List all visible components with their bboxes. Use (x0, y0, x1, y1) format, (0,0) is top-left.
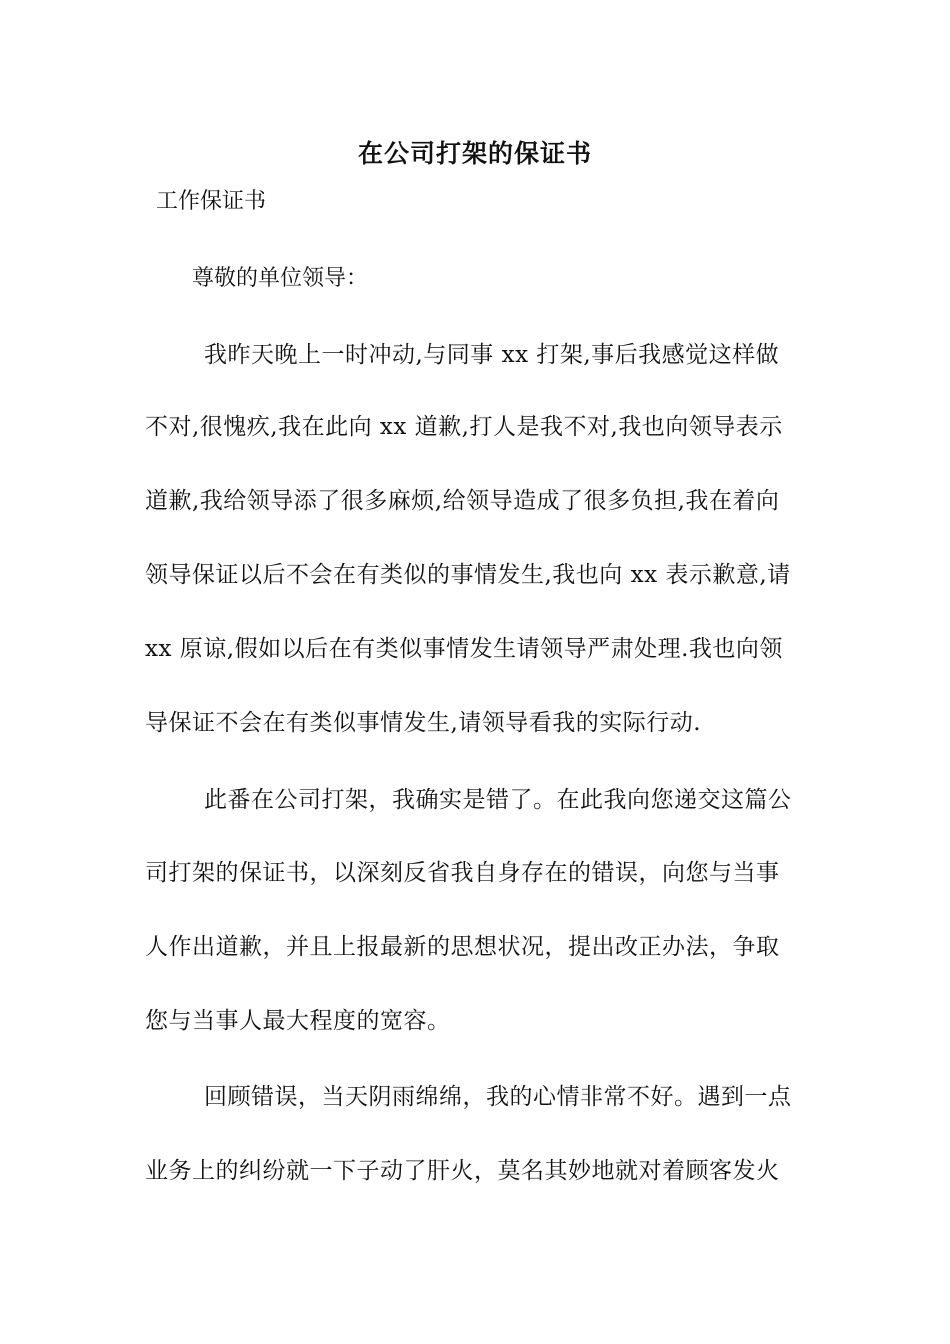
paragraph-1-line-1: 我昨天晚上一时冲动,与同事 xx 打架,事后我感觉这样做 (204, 342, 780, 368)
paragraph-1-line-4: 领导保证以后不会在有类似的事情发生,我也向 xx 表示歉意,请 (145, 562, 791, 588)
paragraph-3-line-1: 回顾错误，当天阴雨绵绵，我的心情非常不好。遇到一点 (204, 1084, 792, 1110)
paragraph-2-line-2: 司打架的保证书，以深刻反省我自身存在的错误，向您与当事 (145, 860, 780, 886)
paragraph-2-line-1: 此番在公司打架，我确实是错了。在此我向您递交这篇公 (204, 787, 792, 813)
paragraph-1-line-2: 不对,很愧疚,我在此向 xx 道歉,打人是我不对,我也向领导表示 (145, 414, 783, 440)
document-title: 在公司打架的保证书 (357, 139, 592, 168)
paragraph-1-line-5: xx 原谅,假如以后在有类似事情发生请领导严肃处理.我也向领 (145, 636, 783, 662)
salutation: 尊敬的单位领导： (192, 266, 369, 291)
paragraph-1-line-6: 导保证不会在有类似事情发生,请领导看我的实际行动. (145, 710, 702, 736)
paragraph-2-line-3: 人作出道歉，并且上报最新的思想状况，提出改正办法，争取 (145, 934, 780, 960)
document-subtitle: 工作保证书 (156, 189, 267, 214)
paragraph-3-line-2: 业务上的纠纷就一下子动了肝火，莫名其妙地就对着顾客发火 (145, 1158, 780, 1184)
paragraph-1-line-3: 道歉,我给领导添了很多麻烦,给领导造成了很多负担,我在着向 (145, 488, 780, 514)
paragraph-2-line-4: 您与当事人最大程度的宽容。 (145, 1008, 451, 1034)
